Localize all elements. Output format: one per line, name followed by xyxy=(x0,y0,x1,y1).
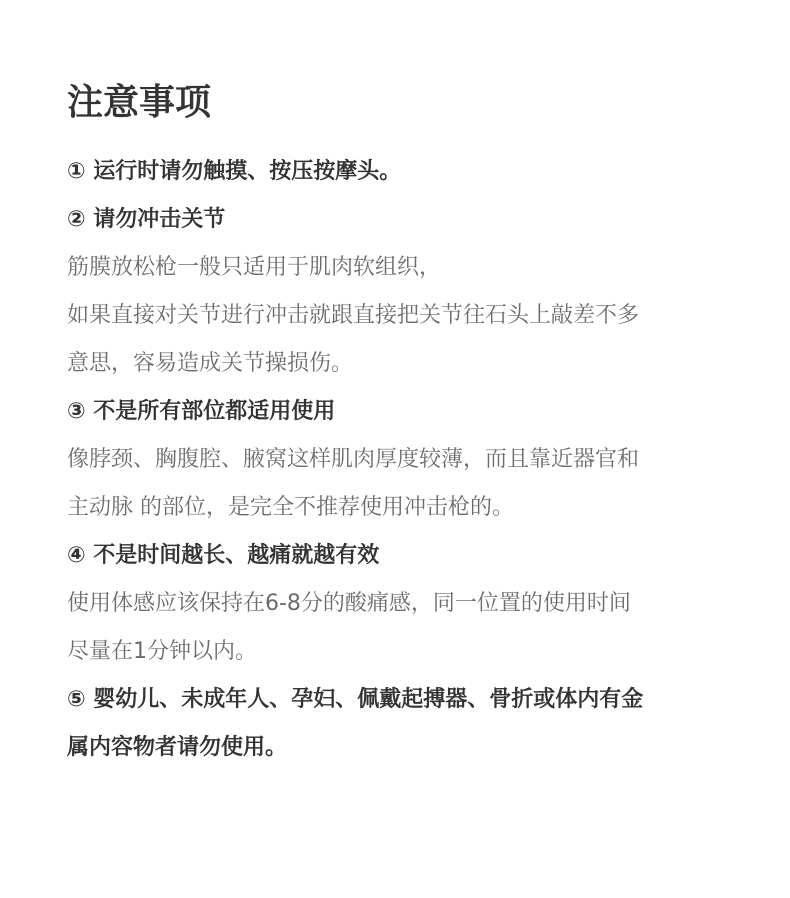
note-4-body-line-2: 尽量在1分钟以内。 xyxy=(67,639,257,664)
note-4-body-line-1: 使用体感应该保持在6-8分的酸痛感，同一位置的使用时间 xyxy=(67,591,631,616)
note-3-body-line-1: 像脖颈、胸腹腔、腋窝这样肌肉厚度较薄，而且靠近器官和 xyxy=(67,447,640,472)
note-2-body-line-2: 如果直接对关节进行冲击就跟直接把关节往石头上敲差不多 xyxy=(67,303,640,328)
note-2-heading: ② 请勿冲击关节 xyxy=(67,207,226,232)
note-3-heading: ③ 不是所有部位都适用使用 xyxy=(67,399,336,424)
note-2-body-line-1: 筋膜放松枪一般只适用于肌肉软组织， xyxy=(67,255,442,280)
note-5-heading-line-1: ⑤ 婴幼儿、未成年人、孕妇、佩戴起搏器、骨折或体内有金 xyxy=(67,687,644,712)
note-4-heading: ④ 不是时间越长、越痛就越有效 xyxy=(67,543,380,568)
page-title: 注意事项 xyxy=(67,82,212,123)
note-1-heading: ① 运行时请勿触摸、按压按摩头。 xyxy=(67,159,402,184)
note-5-heading-line-2: 属内容物者请勿使用。 xyxy=(67,735,288,760)
note-2-body-line-3: 意思，容易造成关节操损伤。 xyxy=(67,351,354,376)
note-3-body-line-2: 主动脉 的部位，是完全不推荐使用冲击枪的。 xyxy=(67,495,514,520)
